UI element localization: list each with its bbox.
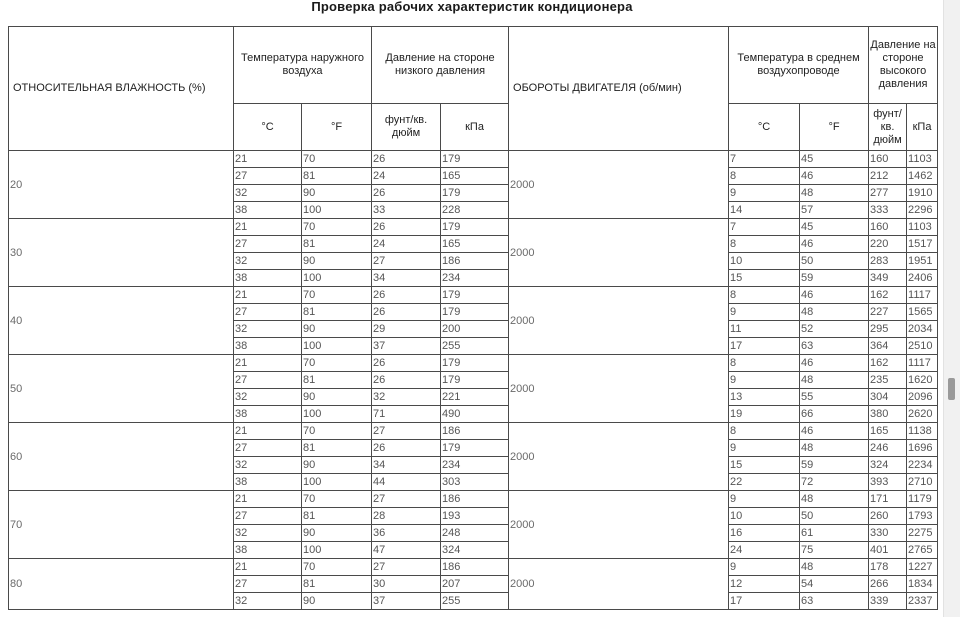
table-cell: 50 <box>800 508 869 525</box>
table-cell: 193 <box>441 508 509 525</box>
table-cell: 81 <box>302 168 372 185</box>
table-cell: 2234 <box>907 457 938 474</box>
table-cell: 162 <box>869 355 907 372</box>
table-cell: 32 <box>234 253 302 270</box>
table-cell: 32 <box>234 389 302 406</box>
table-cell: 17 <box>729 338 800 355</box>
table-cell: 32 <box>234 593 302 610</box>
table-row <box>9 559 938 576</box>
table-cell: 32 <box>234 185 302 202</box>
table-cell: 50 <box>800 253 869 270</box>
table-cell: 8 <box>729 287 800 304</box>
table-cell: 165 <box>869 423 907 440</box>
table-cell: 162 <box>869 287 907 304</box>
table-cell: 61 <box>800 525 869 542</box>
table-cell: 27 <box>372 491 441 508</box>
table-cell: 186 <box>441 559 509 576</box>
table-cell: 349 <box>869 270 907 287</box>
table-cell: 66 <box>800 406 869 423</box>
table-cell: 33 <box>372 202 441 219</box>
table-cell: 186 <box>441 253 509 270</box>
table-cell: 234 <box>441 457 509 474</box>
engine-rpm-cell: 2000 <box>509 559 729 610</box>
table-cell: 26 <box>372 287 441 304</box>
table-cell: 179 <box>441 219 509 236</box>
table-cell: 37 <box>372 593 441 610</box>
table-cell: 179 <box>441 440 509 457</box>
engine-rpm-cell: 2000 <box>509 151 729 219</box>
page-title: Проверка рабочих характеристик кондиционера <box>311 0 633 14</box>
table-cell: 100 <box>302 406 372 423</box>
table-cell: 24 <box>372 168 441 185</box>
table-cell: 7 <box>729 151 800 168</box>
table-cell: 7 <box>729 219 800 236</box>
unit-kpa: кПа <box>441 104 509 151</box>
table-cell: 26 <box>372 372 441 389</box>
table-cell: 48 <box>800 440 869 457</box>
table-cell: 27 <box>234 304 302 321</box>
table-cell: 1620 <box>907 372 938 389</box>
table-cell: 14 <box>729 202 800 219</box>
table-cell: 22 <box>729 474 800 491</box>
table-cell: 234 <box>441 270 509 287</box>
table-cell: 34 <box>372 457 441 474</box>
unit-kpa: кПа <box>907 104 938 151</box>
engine-rpm-cell: 2000 <box>509 219 729 287</box>
engine-rpm-cell: 2000 <box>509 423 729 491</box>
table-cell: 179 <box>441 287 509 304</box>
table-cell: 330 <box>869 525 907 542</box>
table-cell: 27 <box>234 168 302 185</box>
table-cell: 186 <box>441 491 509 508</box>
table-cell: 81 <box>302 304 372 321</box>
table-cell: 179 <box>441 304 509 321</box>
table-cell: 90 <box>302 525 372 542</box>
table-cell: 165 <box>441 168 509 185</box>
table-cell: 171 <box>869 491 907 508</box>
table-cell: 26 <box>372 304 441 321</box>
table-cell: 90 <box>302 321 372 338</box>
table-cell: 21 <box>234 491 302 508</box>
table-cell: 27 <box>234 508 302 525</box>
table-row <box>9 491 938 508</box>
table-cell: 81 <box>302 508 372 525</box>
table-cell: 45 <box>800 219 869 236</box>
table-cell: 178 <box>869 559 907 576</box>
table-cell: 21 <box>234 151 302 168</box>
table-cell: 48 <box>800 491 869 508</box>
table-cell: 186 <box>441 423 509 440</box>
table-cell: 380 <box>869 406 907 423</box>
table-cell: 55 <box>800 389 869 406</box>
table-cell: 490 <box>441 406 509 423</box>
table-cell: 70 <box>302 491 372 508</box>
table-cell: 8 <box>729 168 800 185</box>
header-outside-temp: Температура наружного воздуха <box>234 27 372 104</box>
table-cell: 9 <box>729 491 800 508</box>
table-cell: 21 <box>234 423 302 440</box>
table-cell: 32 <box>234 525 302 542</box>
table-cell: 24 <box>372 236 441 253</box>
table-cell: 21 <box>234 287 302 304</box>
table-cell: 90 <box>302 593 372 610</box>
table-cell: 10 <box>729 253 800 270</box>
unit-psi: фунт/кв. дюйм <box>372 104 441 151</box>
table-cell: 260 <box>869 508 907 525</box>
table-cell: 9 <box>729 440 800 457</box>
table-cell: 100 <box>302 202 372 219</box>
table-cell: 45 <box>800 151 869 168</box>
table-body <box>9 151 938 610</box>
table-cell: 27 <box>234 372 302 389</box>
table-cell: 160 <box>869 219 907 236</box>
table-cell: 70 <box>302 151 372 168</box>
table-cell: 2337 <box>907 593 938 610</box>
table-cell: 8 <box>729 236 800 253</box>
table-cell: 393 <box>869 474 907 491</box>
table-cell: 32 <box>372 389 441 406</box>
engine-rpm-cell: 2000 <box>509 287 729 355</box>
table-cell: 248 <box>441 525 509 542</box>
table-cell: 26 <box>372 440 441 457</box>
table-cell: 16 <box>729 525 800 542</box>
table-cell: 38 <box>234 406 302 423</box>
table-cell: 401 <box>869 542 907 559</box>
humidity-cell: 60 <box>9 423 234 491</box>
table-cell: 57 <box>800 202 869 219</box>
table-cell: 179 <box>441 355 509 372</box>
header-low-pressure: Давление на стороне низкого давления <box>372 27 509 104</box>
table-cell: 27 <box>372 559 441 576</box>
humidity-cell: 80 <box>9 559 234 610</box>
table-cell: 364 <box>869 338 907 355</box>
table-cell: 303 <box>441 474 509 491</box>
table-cell: 255 <box>441 338 509 355</box>
table-cell: 8 <box>729 423 800 440</box>
table-cell: 200 <box>441 321 509 338</box>
table-cell: 179 <box>441 151 509 168</box>
table-cell: 32 <box>234 321 302 338</box>
table-cell: 46 <box>800 236 869 253</box>
table-cell: 15 <box>729 457 800 474</box>
table-cell: 63 <box>800 593 869 610</box>
table-cell: 100 <box>302 270 372 287</box>
table-cell: 1179 <box>907 491 938 508</box>
unit-fahrenheit: °F <box>800 104 869 151</box>
table-cell: 81 <box>302 576 372 593</box>
table-cell: 48 <box>800 185 869 202</box>
table-cell: 165 <box>441 236 509 253</box>
table-cell: 1696 <box>907 440 938 457</box>
unit-psi: фунт/кв. дюйм <box>869 104 907 151</box>
table-cell: 75 <box>800 542 869 559</box>
table-cell: 1910 <box>907 185 938 202</box>
table-cell: 63 <box>800 338 869 355</box>
table-cell: 30 <box>372 576 441 593</box>
table-cell: 1138 <box>907 423 938 440</box>
table-cell: 13 <box>729 389 800 406</box>
humidity-cell: 40 <box>9 287 234 355</box>
table-cell: 1565 <box>907 304 938 321</box>
table-cell: 90 <box>302 389 372 406</box>
header-duct-temp: Температура в среднем воздухопроводе <box>729 27 869 104</box>
table-cell: 9 <box>729 304 800 321</box>
table-cell: 70 <box>302 355 372 372</box>
table-cell: 72 <box>800 474 869 491</box>
table-cell: 2620 <box>907 406 938 423</box>
table-cell: 1834 <box>907 576 938 593</box>
table-cell: 59 <box>800 457 869 474</box>
table-cell: 324 <box>869 457 907 474</box>
table-cell: 10 <box>729 508 800 525</box>
table-cell: 2406 <box>907 270 938 287</box>
table-cell: 32 <box>234 457 302 474</box>
table-cell: 212 <box>869 168 907 185</box>
table-cell: 333 <box>869 202 907 219</box>
humidity-cell: 30 <box>9 219 234 287</box>
table-cell: 90 <box>302 253 372 270</box>
table-cell: 38 <box>234 270 302 287</box>
table-cell: 21 <box>234 219 302 236</box>
table-cell: 47 <box>372 542 441 559</box>
table-cell: 26 <box>372 219 441 236</box>
table-cell: 100 <box>302 542 372 559</box>
table-cell: 2765 <box>907 542 938 559</box>
table-cell: 70 <box>302 287 372 304</box>
table-cell: 1117 <box>907 287 938 304</box>
table-cell: 37 <box>372 338 441 355</box>
scrollbar-thumb[interactable] <box>948 378 955 400</box>
table-cell: 235 <box>869 372 907 389</box>
table-cell: 38 <box>234 202 302 219</box>
table-cell: 44 <box>372 474 441 491</box>
table-cell: 100 <box>302 474 372 491</box>
table-cell: 90 <box>302 185 372 202</box>
table-cell: 2096 <box>907 389 938 406</box>
table-cell: 221 <box>441 389 509 406</box>
table-cell: 2510 <box>907 338 938 355</box>
table-cell: 9 <box>729 185 800 202</box>
table-cell: 81 <box>302 236 372 253</box>
vertical-scrollbar[interactable] <box>943 0 960 617</box>
table-cell: 228 <box>441 202 509 219</box>
table-cell: 246 <box>869 440 907 457</box>
table-cell: 1227 <box>907 559 938 576</box>
table-cell: 54 <box>800 576 869 593</box>
table-cell: 17 <box>729 593 800 610</box>
table-cell: 100 <box>302 338 372 355</box>
table-cell: 90 <box>302 457 372 474</box>
table-cell: 2275 <box>907 525 938 542</box>
table-cell: 339 <box>869 593 907 610</box>
ac-performance-table <box>8 26 938 610</box>
table-cell: 1103 <box>907 151 938 168</box>
table-cell: 1793 <box>907 508 938 525</box>
header-engine-rpm: ОБОРОТЫ ДВИГАТЕЛЯ (об/мин) <box>509 27 729 151</box>
table-cell: 9 <box>729 372 800 389</box>
table-row <box>9 287 938 304</box>
table-row <box>9 219 938 236</box>
table-cell: 70 <box>302 219 372 236</box>
table-cell: 46 <box>800 168 869 185</box>
table-cell: 28 <box>372 508 441 525</box>
table-cell: 277 <box>869 185 907 202</box>
table-cell: 2296 <box>907 202 938 219</box>
humidity-cell: 20 <box>9 151 234 219</box>
table-row <box>9 151 938 168</box>
engine-rpm-cell: 2000 <box>509 355 729 423</box>
unit-celsius: °C <box>234 104 302 151</box>
table-cell: 59 <box>800 270 869 287</box>
table-cell: 81 <box>302 372 372 389</box>
table-cell: 46 <box>800 355 869 372</box>
table-cell: 11 <box>729 321 800 338</box>
table-cell: 266 <box>869 576 907 593</box>
table-cell: 179 <box>441 185 509 202</box>
header-high-pressure: Давление на стороне высокого давления <box>869 27 938 104</box>
header-humidity: ОТНОСИТЕЛЬНАЯ ВЛАЖНОСТЬ (%) <box>9 27 234 151</box>
table-row <box>9 423 938 440</box>
table-cell: 38 <box>234 474 302 491</box>
table-cell: 1462 <box>907 168 938 185</box>
table-cell: 220 <box>869 236 907 253</box>
table-cell: 38 <box>234 338 302 355</box>
table-cell: 304 <box>869 389 907 406</box>
table-cell: 21 <box>234 355 302 372</box>
table-cell: 26 <box>372 151 441 168</box>
table-cell: 71 <box>372 406 441 423</box>
table-cell: 81 <box>302 440 372 457</box>
table-cell: 1103 <box>907 219 938 236</box>
table-cell: 19 <box>729 406 800 423</box>
table-cell: 1951 <box>907 253 938 270</box>
table-cell: 27 <box>372 423 441 440</box>
table-cell: 48 <box>800 304 869 321</box>
table-cell: 29 <box>372 321 441 338</box>
table-cell: 26 <box>372 185 441 202</box>
table-cell: 27 <box>234 236 302 253</box>
table-cell: 46 <box>800 423 869 440</box>
table-cell: 36 <box>372 525 441 542</box>
table-cell: 27 <box>234 440 302 457</box>
humidity-cell: 50 <box>9 355 234 423</box>
table-cell: 1517 <box>907 236 938 253</box>
table-cell: 295 <box>869 321 907 338</box>
table-cell: 26 <box>372 355 441 372</box>
table-cell: 179 <box>441 372 509 389</box>
table-cell: 2034 <box>907 321 938 338</box>
table-row <box>9 355 938 372</box>
table-cell: 48 <box>800 372 869 389</box>
table-cell: 52 <box>800 321 869 338</box>
table-cell: 21 <box>234 559 302 576</box>
table-cell: 283 <box>869 253 907 270</box>
table-cell: 27 <box>372 253 441 270</box>
table-cell: 24 <box>729 542 800 559</box>
table-cell: 70 <box>302 559 372 576</box>
table-cell: 1117 <box>907 355 938 372</box>
table-cell: 34 <box>372 270 441 287</box>
table-cell: 255 <box>441 593 509 610</box>
table-cell: 70 <box>302 423 372 440</box>
table-cell: 38 <box>234 542 302 559</box>
unit-fahrenheit: °F <box>302 104 372 151</box>
table-cell: 12 <box>729 576 800 593</box>
table-cell: 207 <box>441 576 509 593</box>
table-cell: 160 <box>869 151 907 168</box>
table-cell: 324 <box>441 542 509 559</box>
table-cell: 48 <box>800 559 869 576</box>
humidity-cell: 70 <box>9 491 234 559</box>
table-cell: 2710 <box>907 474 938 491</box>
table-cell: 46 <box>800 287 869 304</box>
engine-rpm-cell: 2000 <box>509 491 729 559</box>
table-cell: 27 <box>234 576 302 593</box>
table-cell: 9 <box>729 559 800 576</box>
table-cell: 15 <box>729 270 800 287</box>
unit-celsius: °C <box>729 104 800 151</box>
table-cell: 8 <box>729 355 800 372</box>
table-cell: 227 <box>869 304 907 321</box>
